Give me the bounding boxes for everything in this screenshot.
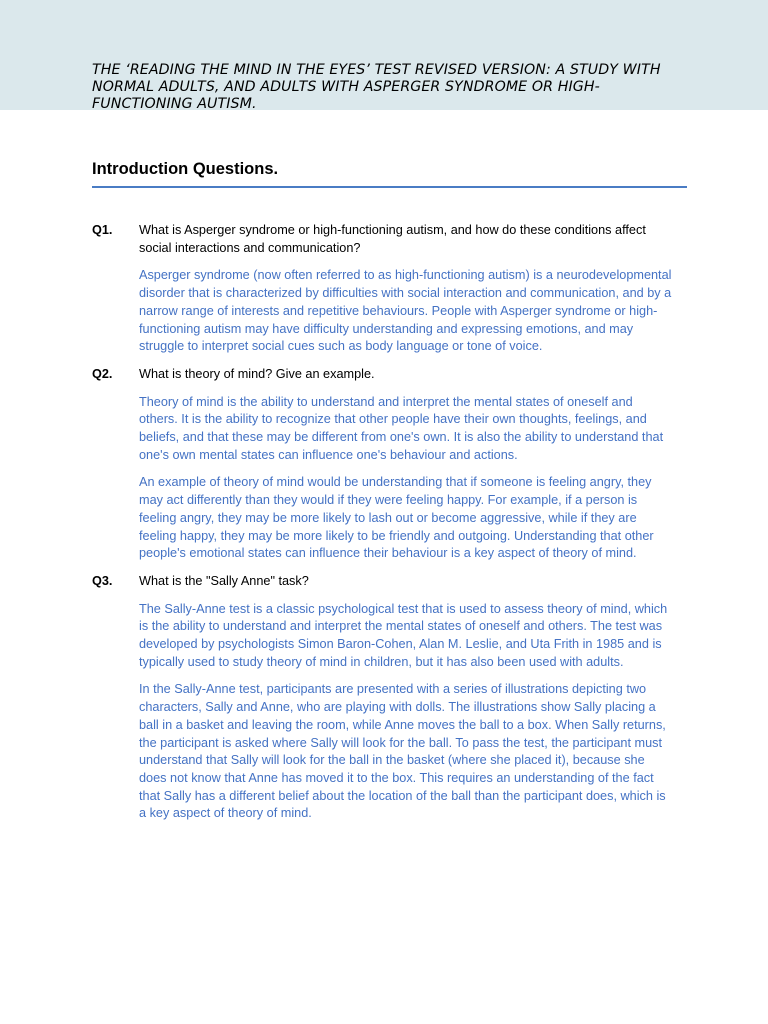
question-1 — [92, 222, 674, 257]
question-text: What is theory of mind? Give an example. — [139, 366, 375, 381]
section-heading: Introduction Questions. — [92, 160, 279, 178]
document-title: THE ‘READING THE MIND IN THE EYES’ TEST REVISED VERSION: A STUDY WITH NORMAL ADULTS, AND ADULTS WITH ASPERGER SYNDROME OR HIGH-FUNCTIONING AUTISM. — [92, 62, 661, 112]
question-text: What is the "Sally Anne" task? — [139, 573, 309, 588]
answer-paragraph: Theory of mind is the ability to understand and interpret the mental states of oneself and others. It is the ability to recognize that other people have their own thoughts, feelings, and beliefs, and that these may be different from one's own. It is also the ability to understand that one's own mental states can influence one's behaviour and actions. — [139, 394, 664, 462]
question-number: Q1. — [92, 223, 113, 237]
question-number: Q3. — [92, 573, 113, 588]
qa-list — [92, 222, 674, 833]
answer-paragraph: Asperger syndrome (now often referred to as high-functioning autism) is a neurodevelopmental disorder that is characterized by difficulties with social interaction and communication, and by a narrow range of interests and repetitive behaviours. People with Asperger syndrome or high-functioning autism may have difficulty understanding and expressing emotions, and may struggle to interpret social cues such as body language or tone of voice. — [139, 268, 672, 354]
question-2 — [92, 366, 674, 384]
question-text: What is Asperger syndrome or high-functioning autism, and how do these conditions affect social interactions and communication? — [139, 223, 646, 255]
answer-paragraph: The Sally-Anne test is a classic psychological test that is used to assess theory of mind, which is the ability to understand and interpret the mental states of oneself and others. The test was developed by psychologists Simon Baron-Cohen, Alan M. Leslie, and Uta Frith in 1985 and is typically used to study theory of mind in children, but it has also been used with adults. — [139, 601, 668, 669]
section-divider — [92, 186, 687, 188]
answer-paragraph: An example of theory of mind would be understanding that if someone is feeling angry, they may act differently than they would if they were feeling happy. For example, if a person is feeling angry, they may be more likely to lash out or become aggressive, while if they are feeling happy, they may be more likely to be friendly and outgoing. Understanding that other people's emotional states can influence their behaviour is a key aspect of theory of mind. — [139, 475, 654, 561]
question-number: Q2. — [92, 366, 113, 381]
question-3 — [92, 573, 674, 591]
answer-paragraph: In the Sally-Anne test, participants are presented with a series of illustrations depicting two characters, Sally and Anne, who are playing with dolls. The illustrations show Sally placing a ball in a basket and leaving the room, while Anne moves the ball to a box. When Sally returns, the participant is asked where Sally will look for the ball. To pass the test, the participant must understand that Sally will look for the ball in the basket (where she placed it), because she does not know that Anne has moved it to the box. This requires an understanding of the fact that Sally has a different belief about the location of the ball than the participant does, which is a key aspect of theory of mind. — [139, 682, 666, 821]
